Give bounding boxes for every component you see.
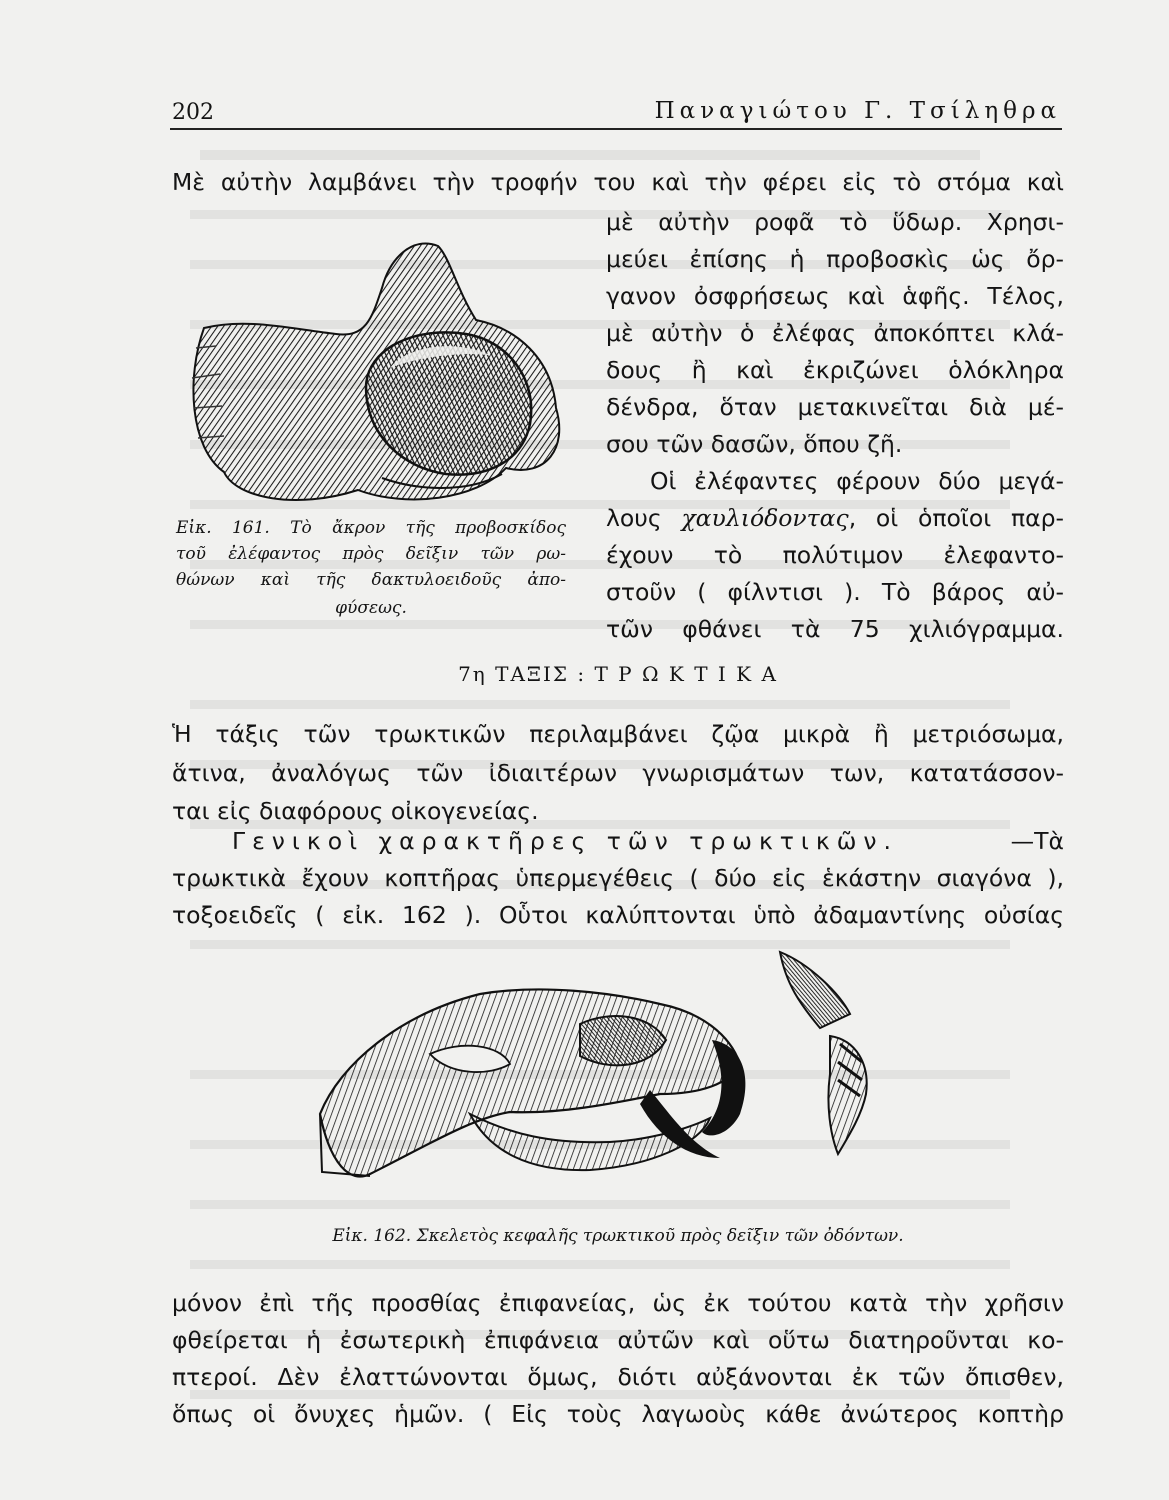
figure-162-caption: Εἰκ. 162. Σκελετὸς κεφαλῆς τρωκτικοῦ πρὸς δεῖξιν τῶν ὀδόντων. <box>332 1226 904 1246</box>
text-line: δένδρα, ὅταν μετακινεῖται διὰ μέ- <box>606 393 1064 421</box>
text-span: , οἱ ὁποῖοι παρ- <box>848 504 1064 532</box>
text-line: φθείρεται ἡ ἐσωτερικὴ ἐπιφάνεια αὐτῶν καὶ οὕτω διατηροῦνται κο- <box>172 1326 1064 1354</box>
text-line: σου τῶν δασῶν, ὅπου ζῆ. <box>606 430 903 458</box>
page-number: 202 <box>172 100 214 125</box>
text-line: μεύει ἐπίσης ἡ προβοσκὶς ὡς ὄρ- <box>606 245 1064 273</box>
text-line: έχουν τὸ πολύτιμον ἐλεφαντο- <box>606 541 1064 569</box>
text-line: στοῦν ( φίλντισι ). Τὸ βάρος αὐ- <box>606 578 1064 606</box>
text-line: τρωκτικὰ ἔχουν κοπτῆρας ὑπερμεγέθεις ( δύο εἰς ἑκάστην σιαγόνα ), <box>172 864 1064 892</box>
text-span: —Τὰ <box>1010 827 1064 855</box>
section-heading: 7η ΤΑΞΙΣ : Τ Ρ Ω Κ Τ Ι Κ Α <box>458 662 778 686</box>
spaced-heading: Γενικοὶ χαρακτῆρες τῶν τρωκτικῶν. <box>232 827 899 855</box>
general-characters-line <box>232 826 1064 856</box>
header-rule <box>170 128 1062 130</box>
text-line: ὅπως οἱ ὄνυχες ἡμῶν. ( Εἰς τοὺς λαγωοὺς κάθε ἀνώτερος κοπτὴρ <box>172 1400 1064 1428</box>
text-line: γανον ὀσφρήσεως καὶ ἁφῆς. Τέλος, <box>606 282 1064 310</box>
text-line: μόνον ἐπὶ τῆς προσθίας ἐπιφανείας, ὡς ἐκ τούτου κατὰ τὴν χρῆσιν <box>172 1289 1064 1317</box>
figure-161-caption-line: φύσεως. <box>335 598 407 618</box>
text-line: μὲ αὐτὴν ὁ ἐλέφας ἀποκόπτει κλά- <box>606 319 1064 347</box>
text-line: μὲ αὐτὴν ροφᾶ τὸ ὕδωρ. Χρησι- <box>606 208 1064 236</box>
text-line: ἅτινα, ἀναλόγως τῶν ἰδιαιτέρων γνωρισμάτων των, κατατάσσον- <box>172 759 1064 787</box>
text-line: πτεροί. Δὲν ἐλαττώνονται ὅμως, διότι αὐξάνονται ἐκ τῶν ὄπισθεν, <box>172 1363 1064 1391</box>
text-line-with-italic <box>606 503 1064 533</box>
running-head-author: Παναγιώτου Γ. Τσίληθρα <box>654 98 1061 124</box>
text-line: τῶν φθάνει τὰ 75 χιλιόγραμμα. <box>606 615 1064 643</box>
figure-161-caption-line: θώνων καὶ τῆς δακτυλοειδοῦς ἀπο- <box>176 570 566 590</box>
text-line: δους ἢ καὶ ἐκριζώνει ὁλόκληρα <box>606 356 1064 384</box>
text-line: Μὲ αὐτὴν λαμβάνει τὴν τροφήν του καὶ τὴν φέρει εἰς τὸ στόμα καὶ <box>172 168 1064 196</box>
text-span: λους <box>606 504 682 532</box>
figure-162-skull-illustration <box>310 944 900 1200</box>
figure-161-caption-line: Εἰκ. 161. Τὸ ἄκρον τῆς προβοσκίδος <box>176 518 566 538</box>
figure-161-caption-line: τοῦ ἐλέφαντος πρὸς δεῖξιν τῶν ρω- <box>176 544 566 564</box>
text-line: τοξοειδεῖς ( εἰκ. 162 ). Οὗτοι καλύπτονται ὑπὸ ἀδαμαντίνης οὐσίας <box>172 901 1064 929</box>
text-line: Οἱ ἐλέφαντες φέρουν δύο μεγά- <box>650 467 1064 495</box>
text-line: ται εἰς διαφόρους οἰκογενείας. <box>172 797 539 825</box>
italic-term: χαυλιόδοντας <box>681 504 849 532</box>
text-line: Ἡ τάξις τῶν τρωκτικῶν περιλαμβάνει ζῷα μικρὰ ἢ μετριόσωμα, <box>172 720 1064 748</box>
figure-161-trunk-illustration <box>176 228 572 514</box>
